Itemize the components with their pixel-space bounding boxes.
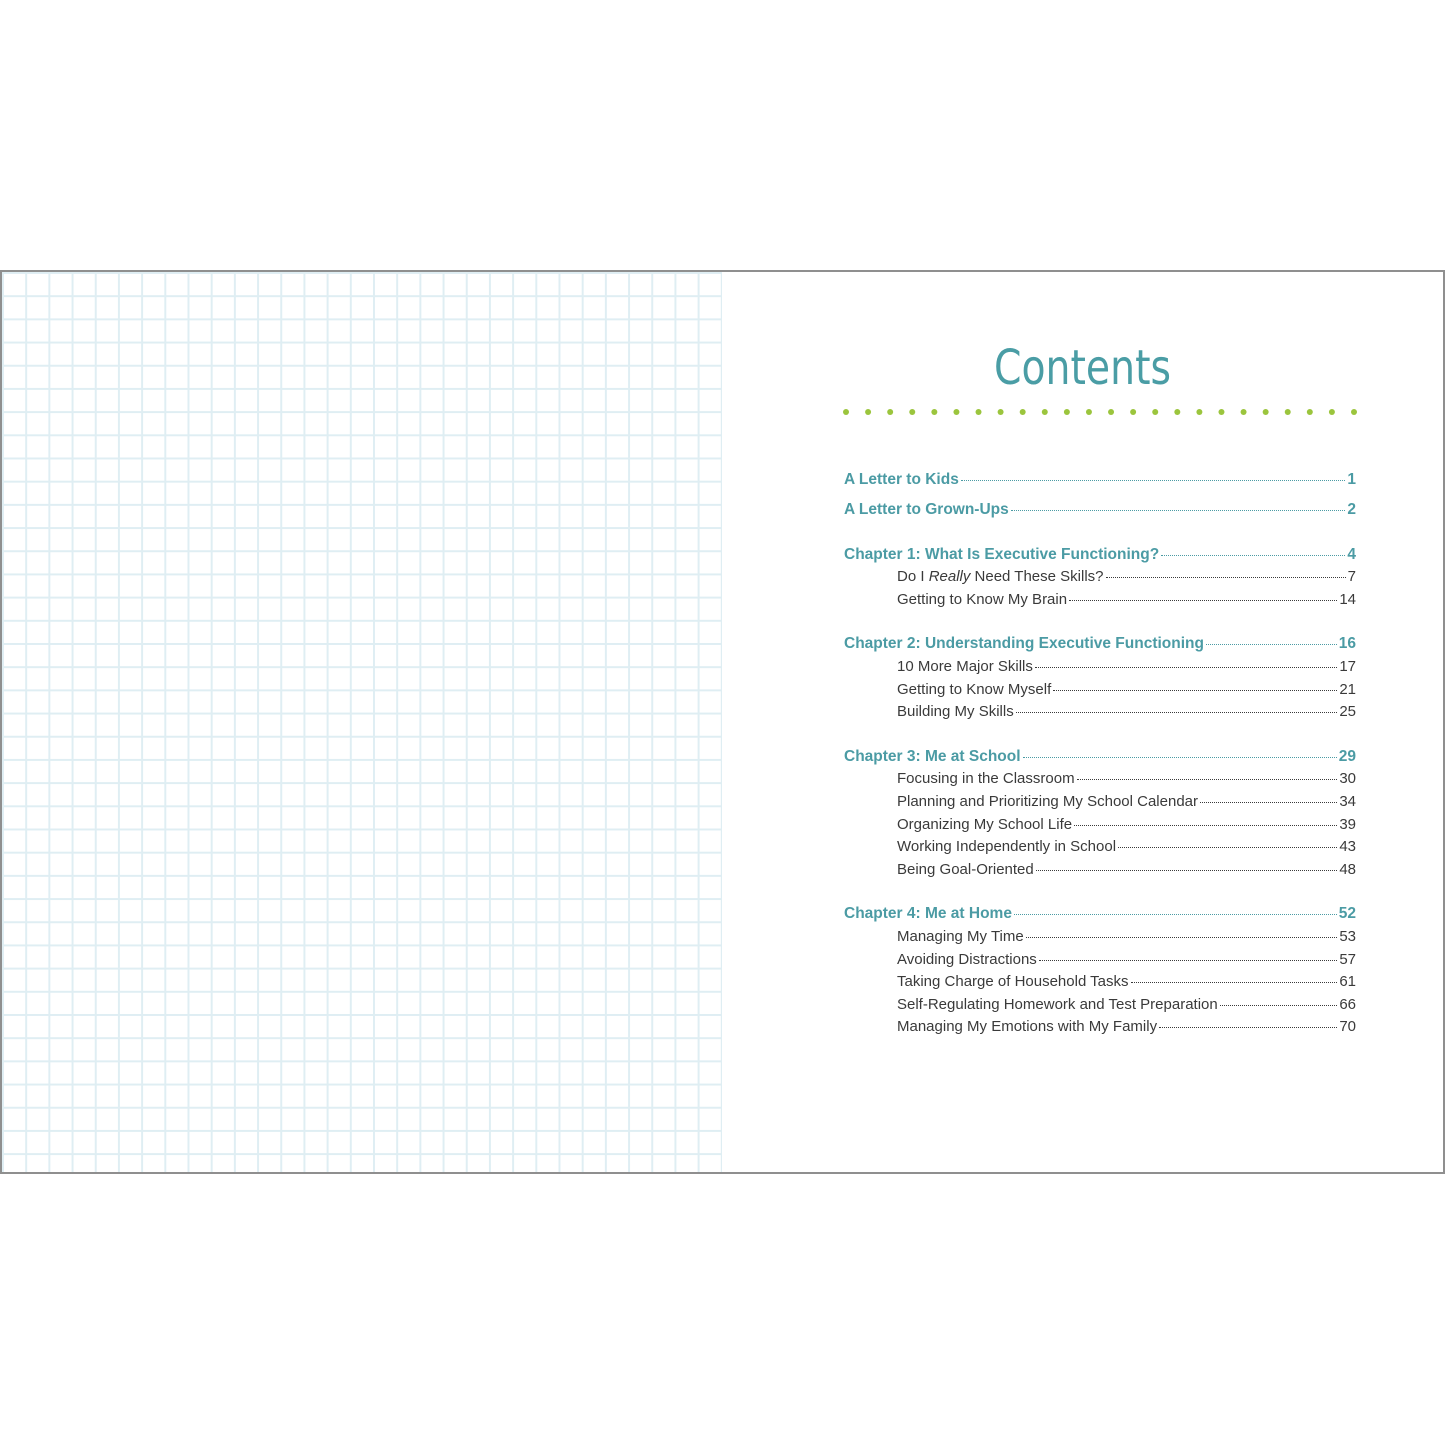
toc-entry-page: 70 <box>1339 1018 1356 1036</box>
dot-leader <box>961 479 1346 481</box>
toc-entry-page: 30 <box>1339 770 1356 788</box>
dot-leader <box>1074 824 1337 826</box>
toc-entry[interactable] <box>844 633 1356 656</box>
divider-dot <box>887 409 893 415</box>
toc-entry-page: 43 <box>1339 838 1356 856</box>
divider-dot <box>1263 409 1269 415</box>
toc-entry[interactable] <box>844 499 1356 522</box>
divider-dot <box>1130 409 1136 415</box>
toc-entry-page: 25 <box>1339 703 1356 721</box>
divider-dot <box>1174 409 1180 415</box>
dot-leader <box>1220 1004 1338 1006</box>
toc-entry-page: 34 <box>1339 793 1356 811</box>
dotted-divider <box>842 406 1358 418</box>
toc-entry-label: Do I Really Need These Skills? <box>897 568 1104 586</box>
divider-dot <box>1329 409 1335 415</box>
toc-entry-page: 21 <box>1339 680 1356 698</box>
divider-dot <box>998 409 1004 415</box>
toc-entry[interactable] <box>844 469 1356 492</box>
dot-leader <box>1131 981 1338 983</box>
toc-subentry[interactable] <box>844 1016 1356 1039</box>
toc-entry-page: 14 <box>1339 590 1356 608</box>
toc-entry-label: Getting to Know My Brain <box>897 590 1068 608</box>
dot-leader <box>1161 554 1345 556</box>
table-of-contents <box>844 469 1356 1039</box>
toc-entry-page: 53 <box>1339 928 1356 945</box>
toc-entry-page: 39 <box>1339 815 1356 833</box>
divider-dot <box>1042 409 1048 415</box>
toc-entry-page: 1 <box>1347 471 1356 488</box>
dot-leader <box>1200 801 1337 803</box>
toc-subentry[interactable] <box>844 926 1356 949</box>
toc-entry-label: Being Goal-Oriented <box>897 860 1034 878</box>
toc-entry-label: Chapter 4: Me at Home <box>844 905 1012 923</box>
divider-dot <box>976 409 982 415</box>
toc-entry-label: Planning and Prioritizing My School Calendar <box>897 793 1198 811</box>
toc-entry-page: 4 <box>1347 545 1356 563</box>
toc-entry-page: 57 <box>1339 950 1356 968</box>
toc-entry-page: 16 <box>1338 635 1356 653</box>
toc-entry-label: Avoiding Distractions <box>897 950 1037 968</box>
toc-entry[interactable] <box>844 544 1356 567</box>
toc-entry-page: 17 <box>1339 658 1356 676</box>
toc-entry-page: 29 <box>1338 747 1356 765</box>
divider-dot <box>1218 409 1224 415</box>
divider-dot <box>1064 409 1070 415</box>
dot-leader <box>1077 778 1338 780</box>
book-spread <box>0 270 1445 1174</box>
toc-entry-label: 10 More Major Skills <box>897 658 1033 676</box>
contents-page <box>722 272 1443 1172</box>
toc-subentry[interactable] <box>844 971 1356 994</box>
toc-entry[interactable] <box>844 746 1356 769</box>
grid-paper-page <box>2 272 722 1172</box>
toc-subentry[interactable] <box>844 589 1356 612</box>
toc-subentry[interactable] <box>844 701 1356 724</box>
toc-entry-label: A Letter to Kids <box>844 471 959 488</box>
toc-entry-label: Organizing My School Life <box>897 815 1073 833</box>
toc-subentry[interactable] <box>844 814 1356 837</box>
toc-entry-label: Focusing in the Classroom <box>897 770 1075 788</box>
toc-entry-page: 52 <box>1338 905 1356 923</box>
dot-leader <box>1023 756 1337 758</box>
toc-subentry[interactable] <box>844 949 1356 972</box>
toc-entry-page: 7 <box>1347 568 1356 586</box>
toc-subentry[interactable] <box>844 791 1356 814</box>
toc-subentry[interactable] <box>844 859 1356 882</box>
toc-subentry[interactable] <box>844 768 1356 791</box>
toc-entry-label: Managing My Emotions with My Family <box>897 1018 1158 1036</box>
dot-leader <box>1036 869 1338 871</box>
toc-entry-label: Managing My Time <box>897 928 1024 945</box>
toc-entry[interactable] <box>844 903 1356 926</box>
toc-entry-label: A Letter to Grown-Ups <box>844 501 1009 519</box>
toc-entry-page: 66 <box>1339 995 1356 1013</box>
toc-entry-page: 61 <box>1339 973 1356 991</box>
toc-entry-page: 2 <box>1347 501 1356 519</box>
toc-subentry[interactable] <box>844 566 1356 589</box>
divider-dot <box>1285 409 1291 415</box>
toc-subentry[interactable] <box>844 656 1356 679</box>
dot-leader <box>1106 576 1346 578</box>
dot-leader <box>1039 959 1338 961</box>
divider-dot <box>1020 409 1026 415</box>
dot-leader <box>1026 936 1338 938</box>
divider-dot <box>1351 409 1357 415</box>
dot-leader <box>1011 509 1346 511</box>
divider-dot <box>1086 409 1092 415</box>
toc-entry-page: 48 <box>1339 860 1356 878</box>
divider-dot <box>1152 409 1158 415</box>
toc-entry-label: Chapter 3: Me at School <box>844 747 1021 765</box>
toc-subentry[interactable] <box>844 994 1356 1017</box>
toc-entry-label: Chapter 2: Understanding Executive Functioning <box>844 635 1204 653</box>
divider-dot <box>1307 409 1313 415</box>
dot-leader <box>1035 666 1337 668</box>
toc-entry-label: Working Independently in School <box>897 838 1117 856</box>
dot-leader <box>1206 643 1337 645</box>
dot-leader <box>1069 599 1337 601</box>
toc-entry-label: Chapter 1: What Is Executive Functioning? <box>844 545 1160 563</box>
toc-entry-label: Getting to Know Myself <box>897 680 1052 698</box>
divider-dot <box>1241 409 1247 415</box>
divider-dot <box>843 409 849 415</box>
divider-dot <box>865 409 871 415</box>
divider-dot <box>1196 409 1202 415</box>
divider-dot <box>1108 409 1114 415</box>
dot-leader <box>1159 1026 1337 1028</box>
toc-entry-label: Taking Charge of Household Tasks <box>897 973 1129 991</box>
dot-leader <box>1016 711 1338 713</box>
toc-entry-label: Self-Regulating Homework and Test Preparation <box>897 995 1218 1013</box>
toc-entry-label: Building My Skills <box>897 703 1014 721</box>
divider-dot <box>909 409 915 415</box>
dot-leader <box>1014 913 1337 915</box>
toc-subentry[interactable] <box>844 679 1356 702</box>
dot-leader <box>1118 846 1337 848</box>
page-title: Contents <box>993 340 1172 396</box>
toc-subentry[interactable] <box>844 836 1356 859</box>
dot-leader <box>1053 689 1337 691</box>
divider-dot <box>931 409 937 415</box>
divider-dot <box>953 409 959 415</box>
